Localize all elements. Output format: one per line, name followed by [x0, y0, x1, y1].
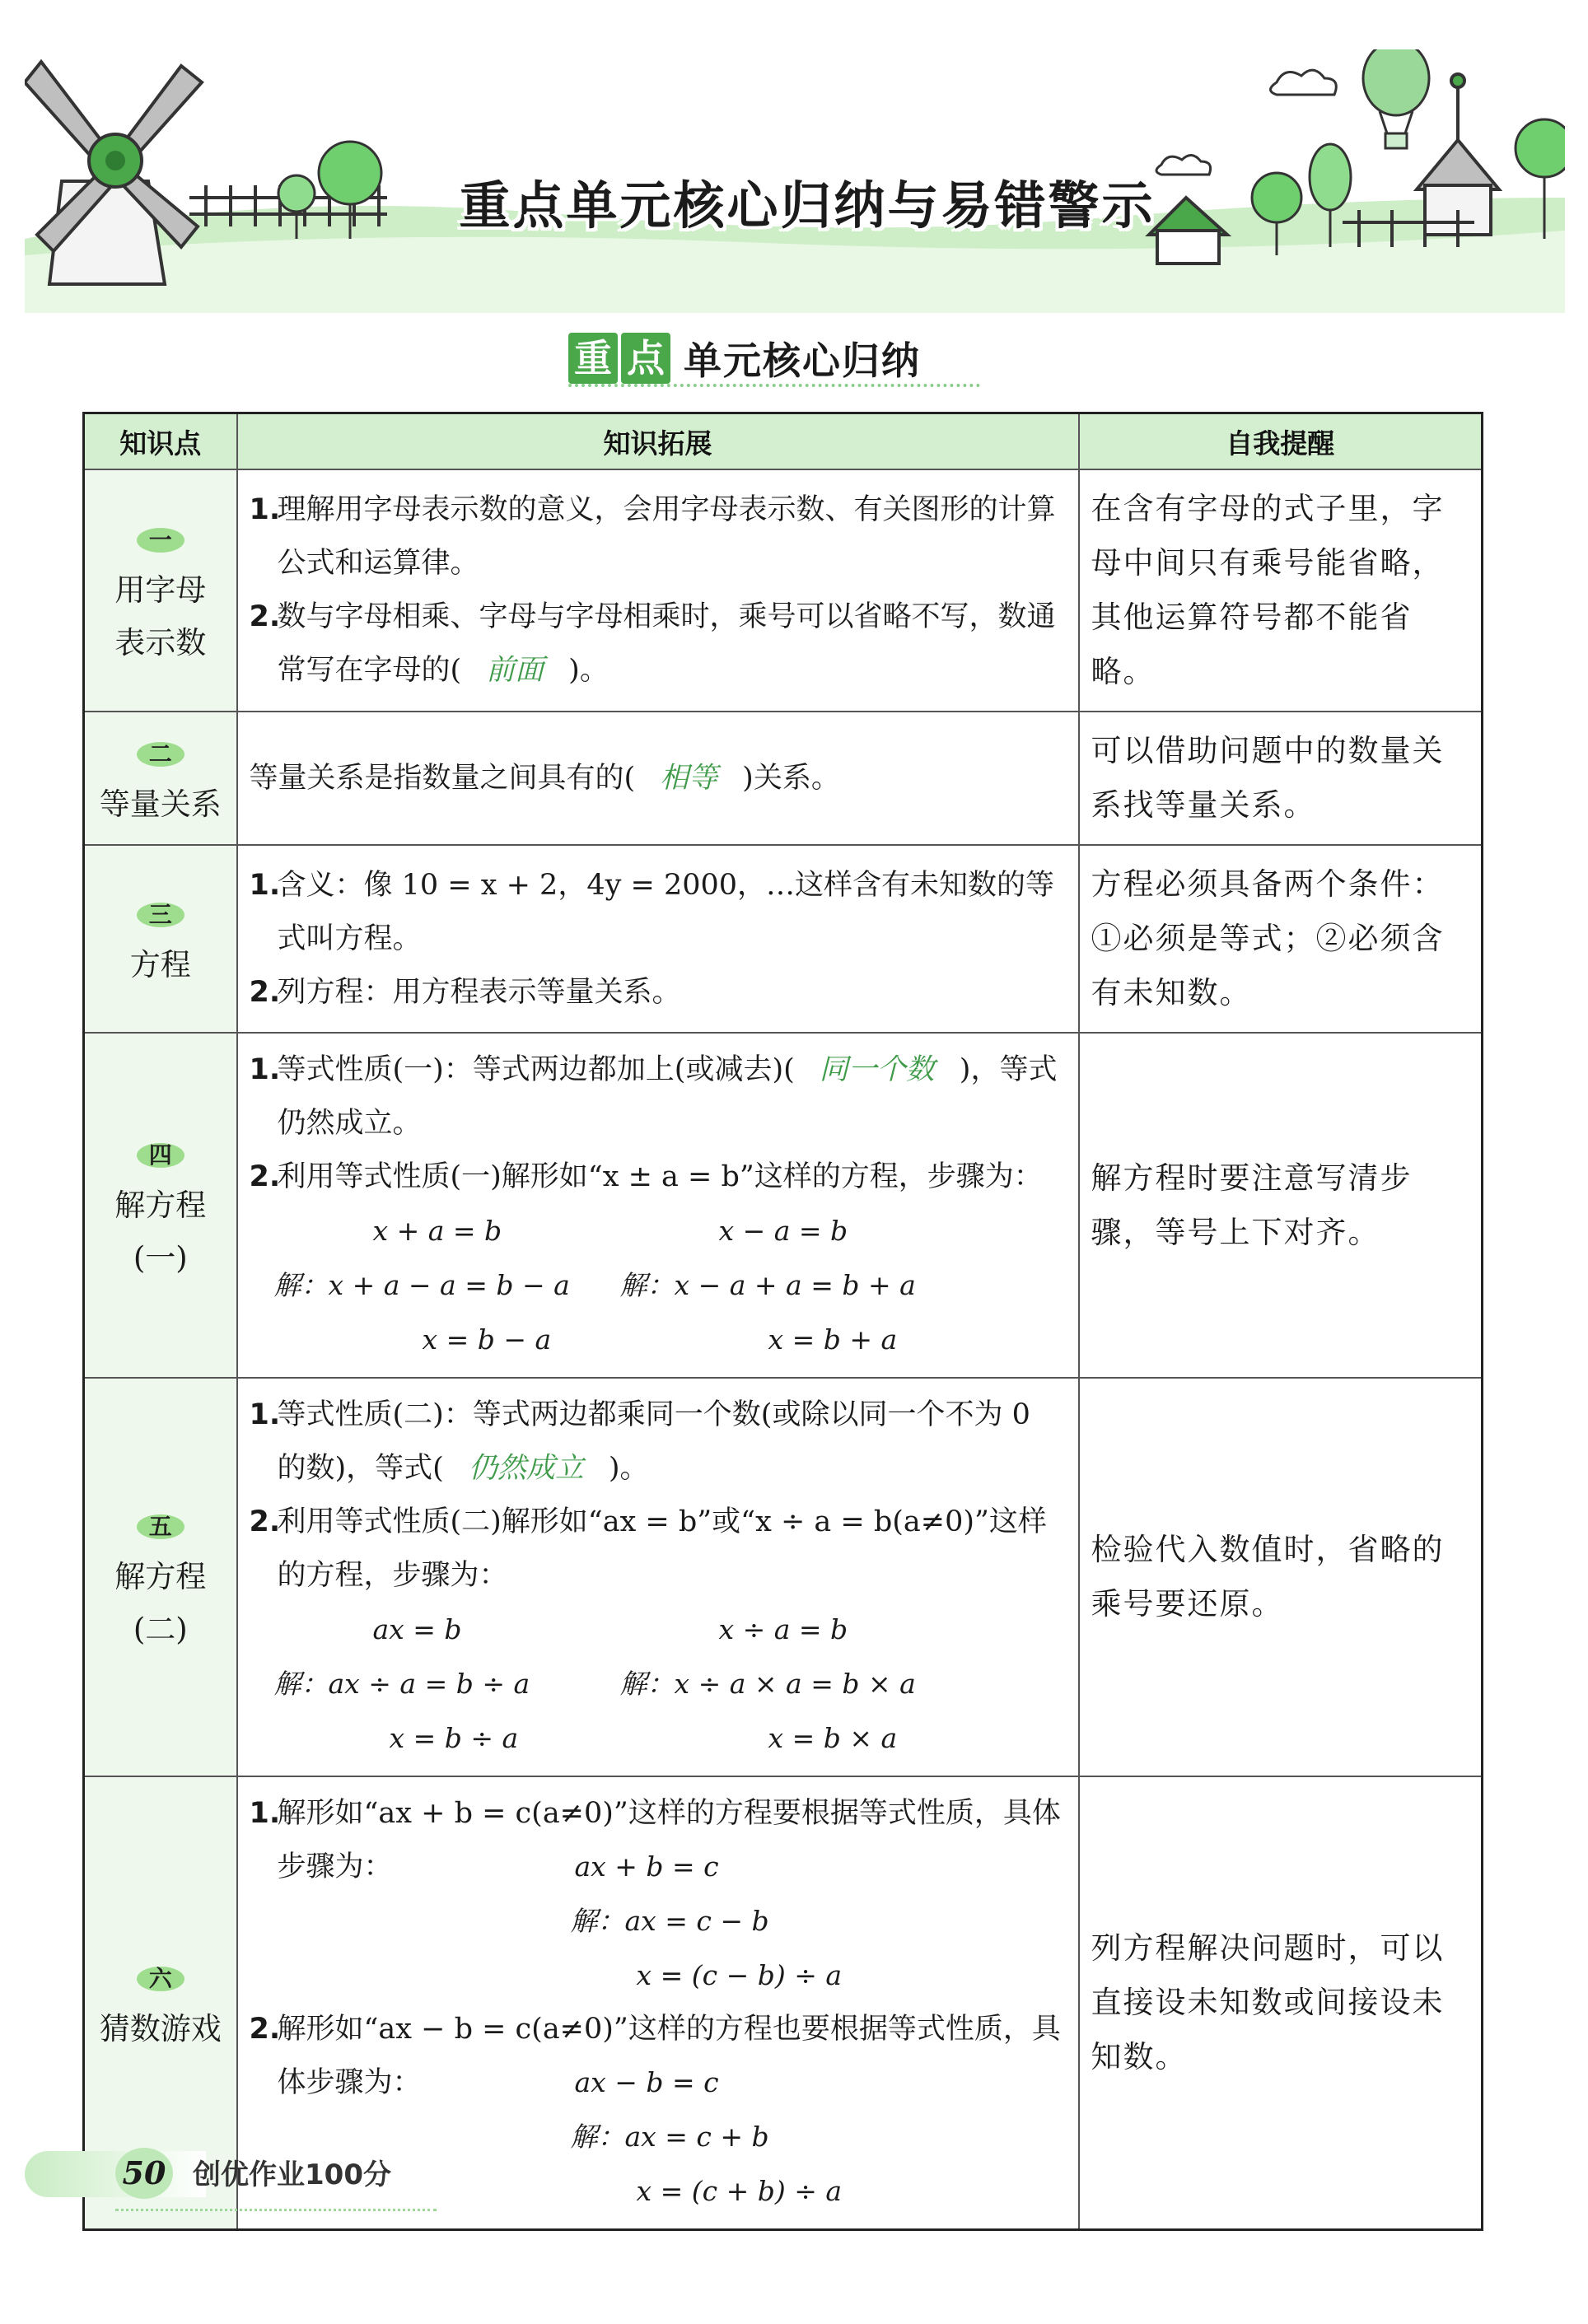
header-banner	[25, 49, 1565, 313]
table-row	[84, 1378, 1483, 1776]
equation-row	[250, 1840, 1065, 1894]
item-number: 1.	[249, 1053, 281, 1086]
equation-left: x + a = b	[372, 1215, 502, 1247]
equation-row	[250, 1948, 1065, 2003]
reminder-cell: 列方程解决问题时，可以直接设未知数或间接设未知数。	[1079, 1776, 1483, 2230]
equation-right: x − a = b	[718, 1215, 848, 1247]
point-number: 六	[137, 1967, 184, 1991]
item-text: 等量关系是指数量之间具有的(	[249, 761, 636, 795]
item-text-end: )。	[608, 1452, 649, 1485]
item-text: 利用等式性质(二)解形如“ax = b”或“x ÷ a = b(a≠0)”这样的方程，步骤为：	[277, 1505, 1047, 1592]
item-number: 1.	[249, 1797, 281, 1830]
equation-row	[250, 1258, 1065, 1313]
equation-left: x = b − a	[422, 1323, 552, 1356]
equation-line: x = (c + b) ÷ a	[636, 2175, 843, 2207]
extension-cell	[237, 1378, 1079, 1776]
header-knowledge-extension: 知识拓展	[237, 413, 1079, 470]
point-number: 四	[137, 1143, 184, 1168]
equation-row	[250, 1711, 1065, 1766]
table-row	[84, 1033, 1483, 1378]
item-number: 1.	[249, 868, 281, 902]
equation-right: 解：x − a + a = b + a	[619, 1269, 916, 1301]
point-name: 用字母	[114, 572, 207, 608]
equation-line: 解：ax = c + b	[570, 2121, 769, 2153]
reminder-cell: 检验代入数值时，省略的乘号要还原。	[1079, 1378, 1483, 1776]
knowledge-point-cell	[84, 1033, 237, 1378]
brand-name: 创优作业100分	[193, 2158, 391, 2191]
reminder-cell: 解方程时要注意写清步骤，等号上下对齐。	[1079, 1033, 1483, 1378]
point-name: 解方程	[114, 1187, 207, 1223]
item-text-end: )关系。	[742, 761, 840, 795]
item-text: 解形如“ax + b = c(a≠0)”这样的方程要根据等式性质，具体步骤为：	[277, 1797, 1061, 1883]
answer-text: 仍然成立	[468, 1452, 584, 1485]
equation-row	[250, 2056, 1065, 2110]
item-text: 数与字母相乘、字母与字母相乘时，乘号可以省略不写，数通常写在字母的(	[277, 600, 1056, 687]
point-number: 五	[137, 1514, 184, 1539]
knowledge-point-cell	[84, 712, 237, 845]
item-text: 解形如“ax − b = c(a≠0)”这样的方程也要根据等式性质，具体步骤为：	[277, 2013, 1061, 2099]
equation-left: 解：ax ÷ a = b ÷ a	[273, 1668, 530, 1700]
item-number: 2.	[249, 975, 281, 1009]
equation-right: x ÷ a = b	[718, 1613, 848, 1645]
item-text: 理解用字母表示数的意义，会用字母表示数、有关图形的计算公式和运算律。	[277, 493, 1056, 580]
equation-row	[250, 1894, 1065, 1948]
equation-row	[250, 1313, 1065, 1367]
equation-row	[250, 1603, 1065, 1657]
point-name-2: 表示数	[114, 625, 207, 660]
knowledge-point-cell	[84, 1378, 237, 1776]
item-number: 2.	[249, 1505, 281, 1538]
answer-text: 前面	[486, 654, 544, 687]
equation-right: 解：x ÷ a × a = b × a	[619, 1668, 916, 1700]
point-number: 一	[137, 528, 184, 553]
header-self-reminder: 自我提醒	[1079, 413, 1483, 470]
balloon-icon	[1363, 49, 1429, 148]
reminder-cell: 在含有字母的式子里，字母中间只有乘号能省略，其他运算符号都不能省略。	[1079, 469, 1483, 712]
item-number: 2.	[249, 600, 281, 633]
point-name: 猜数游戏	[99, 2011, 222, 2046]
item-text-end: )。	[568, 654, 609, 687]
point-name: 等量关系	[99, 786, 222, 822]
point-name-2: (二)	[133, 1612, 188, 1647]
equation-line: 解：ax = c − b	[570, 1905, 769, 1937]
extension-cell	[237, 469, 1079, 712]
extension-cell	[237, 845, 1079, 1033]
reminder-cell: 可以借助问题中的数量关系找等量关系。	[1079, 712, 1483, 845]
item-text: 等式性质(一)：等式两边都加上(或减去)(	[277, 1053, 795, 1086]
table-header-row	[84, 413, 1483, 470]
extension-cell	[237, 1033, 1079, 1378]
item-number: 1.	[249, 1398, 281, 1431]
equation-left: x = b ÷ a	[389, 1722, 519, 1754]
knowledge-point-cell	[84, 469, 237, 712]
point-name: 方程	[129, 947, 191, 982]
answer-text: 相等	[660, 761, 718, 795]
item-text: 等式性质(二)：等式两边都乘同一个数(或除以同一个不为 0 的数)，等式(	[277, 1398, 1030, 1485]
section-underline	[568, 384, 980, 387]
equation-line: ax + b = c	[574, 1850, 719, 1883]
point-name-2: (一)	[133, 1239, 188, 1276]
reminder-cell: 方程必须具备两个条件：①必须是等式；②必须含有未知数。	[1079, 845, 1483, 1033]
point-number: 三	[137, 903, 184, 927]
section-heading	[568, 325, 921, 391]
item-text-end: )，等式仍然成立。	[277, 1053, 1058, 1140]
point-number: 二	[137, 742, 184, 767]
section-badge-1: 重	[568, 333, 618, 384]
equation-left: 解：x + a − a = b − a	[273, 1269, 570, 1301]
section-badge-2: 点	[621, 333, 670, 384]
table-row	[84, 712, 1483, 845]
table-row	[84, 845, 1483, 1033]
item-number: 1.	[249, 493, 281, 526]
item-number: 2.	[249, 2013, 281, 2046]
summary-table	[82, 412, 1483, 2231]
equation-left: ax = b	[372, 1613, 462, 1645]
extension-cell	[237, 712, 1079, 845]
point-name: 解方程	[114, 1559, 207, 1594]
page-number: 50	[115, 2148, 173, 2199]
header-knowledge-point: 知识点	[84, 413, 237, 470]
item-text: 列方程：用方程表示等量关系。	[277, 975, 681, 1009]
equation-line: x = (c − b) ÷ a	[636, 1959, 843, 1991]
banner-title: 重点单元核心归纳与易错警示	[459, 175, 1156, 236]
item-number: 2.	[249, 1160, 281, 1193]
section-title: 单元核心归纳	[684, 338, 921, 383]
equation-right: x = b + a	[768, 1323, 898, 1356]
equation-right: x = b × a	[768, 1722, 898, 1754]
equation-row	[250, 1204, 1065, 1258]
item-text: 含义：像 10 = x + 2，4y = 2000，…这样含有未知数的等式叫方程。	[277, 868, 1055, 955]
table-row	[84, 469, 1483, 712]
equation-row	[250, 1657, 1065, 1711]
answer-text: 同一个数	[819, 1053, 935, 1086]
equation-line: ax − b = c	[574, 2066, 719, 2098]
footer-divider	[115, 2209, 437, 2211]
item-text: 利用等式性质(一)解形如“x ± a = b”这样的方程，步骤为：	[277, 1160, 1043, 1193]
knowledge-point-cell	[84, 845, 237, 1033]
